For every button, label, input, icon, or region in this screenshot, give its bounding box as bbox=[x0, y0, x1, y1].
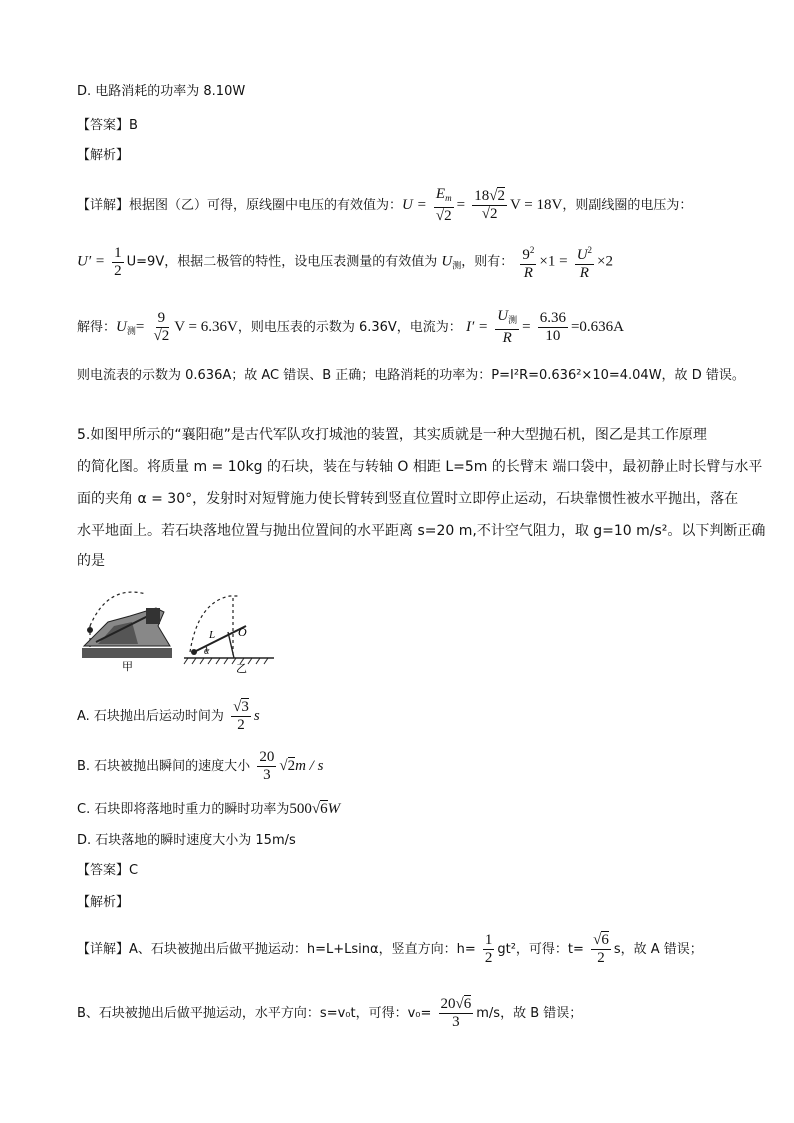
option-c: C. 石块即将落地时重力的瞬时功率为500√6W bbox=[77, 801, 341, 817]
option-c-value: 500 bbox=[289, 801, 312, 817]
solve-label: 解得： bbox=[77, 320, 117, 335]
current-frac: $\frac{6.36}{10}$ bbox=[539, 310, 566, 344]
trebuchet-figure bbox=[78, 586, 278, 682]
em-over-sqrt2: $\frac{E_m}{√2}$ bbox=[435, 186, 452, 224]
detail-b-frac: $\frac{20√6}{3}$ bbox=[440, 996, 472, 1030]
detail-a-half: $\frac{1}{2}$ bbox=[484, 932, 493, 966]
solve-result: V = 6.36V bbox=[174, 319, 238, 335]
solve-mid: ，则电压表的示数为 6.36V，电流为： bbox=[237, 320, 462, 335]
detail-line-2 bbox=[77, 242, 613, 286]
option-d: D. 石块落地的瞬时速度大小为 15m/s bbox=[77, 833, 296, 848]
final-line-prev: 则电流表的示数为 0.636A；故 AC 错误、B 正确；电路消耗的功率为：P=I²R=0.636²×10=4.04W，故 D 错误。 bbox=[77, 368, 745, 383]
option-b-unit: m / s bbox=[295, 758, 324, 774]
eq-sign: = bbox=[456, 197, 466, 213]
option-a-text: A. 石块抛出后运动时间为 bbox=[77, 709, 224, 724]
detail-a-gt: gt²，可得：t= bbox=[497, 942, 584, 957]
analysis-title: 【解析】 bbox=[77, 895, 130, 910]
u-meas-sub: 测 bbox=[452, 261, 462, 272]
option-a-unit: s bbox=[253, 708, 260, 724]
detail-b-text: B、石块被抛出后做平抛运动，水平方向：s=v₀t，可得：v₀= bbox=[77, 1006, 432, 1021]
solve-line bbox=[77, 308, 624, 351]
umeas-sq-over-r: $\frac{U^2}{R}$ bbox=[575, 242, 594, 282]
fig-label-jia: 甲 bbox=[122, 660, 133, 673]
line2-text-b: ，则有： bbox=[461, 254, 514, 270]
eq-2: = bbox=[522, 319, 531, 335]
nine-sq-over-r: $\frac{9^2}{R}$ bbox=[520, 242, 536, 282]
u-meas-2-sub: 测 bbox=[126, 327, 136, 337]
option-b: B. 石块被抛出瞬间的速度大小 $\frac{20}{3}$ √2m / s bbox=[77, 749, 324, 783]
line2-text-a: U=9V，根据二极管的特性，设电压表测量的有效值为 bbox=[126, 254, 438, 270]
detail-a-end: s，故 A 错误； bbox=[613, 942, 703, 957]
q5-stem-4: 水平地面上。若石块落地位置与抛出位置间的水平距离 s=20 m,不计空气阻力，取 g=10 m/s²。以下判断正确 bbox=[77, 523, 766, 539]
detail-b-line bbox=[77, 994, 582, 1034]
v18-result: V = 18V bbox=[509, 197, 563, 213]
option-b-frac: $\frac{20}{3}$ bbox=[259, 749, 275, 783]
option-c-unit: W bbox=[327, 801, 341, 817]
half-frac: $\frac{1}{2}$ bbox=[114, 244, 122, 279]
detail-a-line bbox=[77, 930, 703, 970]
q5-stem-1: 5.如图甲所示的“襄阳砲”是古代军队攻打城池的装置，其实质就是一种大型抛石机，图乙是其工作原理 bbox=[77, 427, 707, 443]
fig-label-L: L bbox=[209, 629, 216, 641]
u-meas-2: U bbox=[116, 319, 127, 335]
option-b-text: B. 石块被抛出瞬间的速度大小 bbox=[77, 759, 251, 774]
answer-label-prev: 【答案】B bbox=[77, 118, 138, 133]
trebuchet-diagram bbox=[78, 586, 278, 678]
detail-tail: ，则副线圈的电压为： bbox=[562, 198, 693, 213]
u-meas: U bbox=[441, 253, 453, 270]
option-b-rad: 2 bbox=[287, 758, 296, 774]
i-prime: I′ = bbox=[465, 319, 489, 335]
fig-label-alpha: α bbox=[204, 646, 210, 657]
option-a-frac: $\frac{√3}{2}$ bbox=[233, 699, 249, 733]
option-c-rad: 6 bbox=[320, 801, 328, 817]
q5-stem-2: 的简化图。将质量 m = 10kg 的石块，装在与转轴 O 相距 L=5m 的长臂末 端口袋中，最初静止时长臂与水平 bbox=[77, 459, 763, 475]
current-result: =0.636A bbox=[570, 319, 625, 335]
detail-a-t-frac: $\frac{√6}{2}$ bbox=[593, 932, 609, 966]
fig-label-yi: 乙 bbox=[236, 662, 247, 675]
q5-stem-3: 面的夹角 α = 30°，发射时对短臂施力使长臂转到竖直位置时立即停止运动，石块靠惯性被水平抛出，落在 bbox=[77, 491, 739, 507]
analysis-title-prev: 【解析】 bbox=[77, 148, 130, 163]
fig-label-O: O bbox=[238, 625, 247, 639]
q5-stem-5: 的是 bbox=[77, 553, 105, 569]
option-c-text: C. 石块即将落地时重力的瞬时功率为 bbox=[77, 802, 290, 817]
umeas-over-r: $\frac{U_测}{R}$ bbox=[497, 308, 518, 346]
detail-line-1 bbox=[77, 186, 692, 225]
detail-lead: 【详解】根据图（乙）可得，原线圈中电压的有效值为： bbox=[77, 198, 403, 213]
u-eff-label: U = bbox=[402, 197, 427, 213]
answer-label: 【答案】C bbox=[77, 863, 139, 878]
detail-a-text: 【详解】A、石块被抛出后做平抛运动：h=L+Lsinα，竖直方向：h= bbox=[77, 942, 476, 957]
u-prime-label: U′ = bbox=[77, 253, 105, 270]
eighteen-sqrt2-frac: $\frac{18√2}{√2}$ bbox=[474, 188, 505, 222]
detail-b-end: m/s，故 B 错误； bbox=[476, 1006, 583, 1021]
option-a bbox=[77, 696, 260, 737]
times-two: ×2 bbox=[597, 253, 613, 270]
nine-over-sqrt2: $\frac{9}{√2}$ bbox=[153, 310, 170, 344]
times-one: ×1 = bbox=[539, 253, 568, 270]
solve-eq: = bbox=[135, 319, 145, 335]
option-d-prev: D. 电路消耗的功率为 8.10W bbox=[77, 84, 246, 99]
